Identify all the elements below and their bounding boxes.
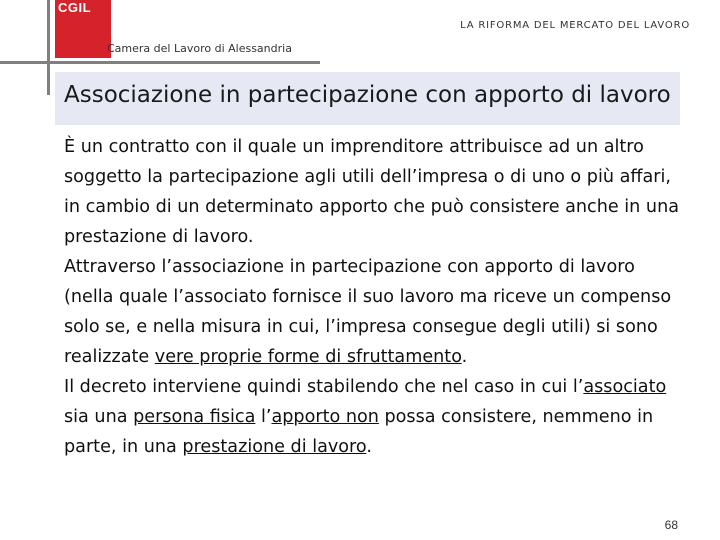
organization-name: Camera del Lavoro di Alessandria — [107, 42, 292, 55]
vertical-rule — [47, 0, 50, 95]
underlined-text: apporto non — [271, 407, 379, 427]
logo-text: CGIL — [58, 0, 92, 15]
text-span: sia una — [64, 407, 134, 427]
horizontal-rule — [0, 61, 320, 64]
slide-title: Associazione in partecipazione con apporto di lavoro — [64, 82, 671, 108]
underlined-text: persona fisica — [133, 407, 256, 427]
text-span: Attraverso l’associazione in partecipazione con apporto di lavoro (nella quale l’associato fornisce il suo lavoro ma riceve un compenso solo se, e nella misura in cui, l’impresa consegue degli utili) si sono realizzate — [64, 257, 672, 367]
underlined-text: vere proprie forme di sfruttamento — [154, 347, 462, 367]
underlined-text: prestazione di lavoro — [182, 437, 367, 457]
text-span: . — [366, 437, 372, 457]
paragraph-1: È un contratto con il quale un imprenditore attribuisce ad un altro soggetto la partecipazione agli utili dell’impresa o di uno o più affari, in cambio di un determinato apporto che può consistere anche in una prestazione di lavoro. — [64, 137, 679, 247]
text-span: l’ — [255, 407, 272, 427]
text-span: Il decreto interviene quindi stabilendo che nel caso in cui l’ — [64, 377, 584, 397]
header-title: LA RIFORMA DEL MERCATO DEL LAVORO — [460, 20, 690, 31]
slide-body — [64, 132, 679, 462]
page-number: 68 — [664, 518, 678, 532]
text-span: possa consistere, nemmeno in parte, in una — [64, 407, 654, 457]
underlined-text: associato — [583, 377, 667, 397]
paragraph-3 — [64, 372, 679, 462]
text-span: . — [461, 347, 468, 367]
paragraph-2 — [64, 252, 679, 372]
